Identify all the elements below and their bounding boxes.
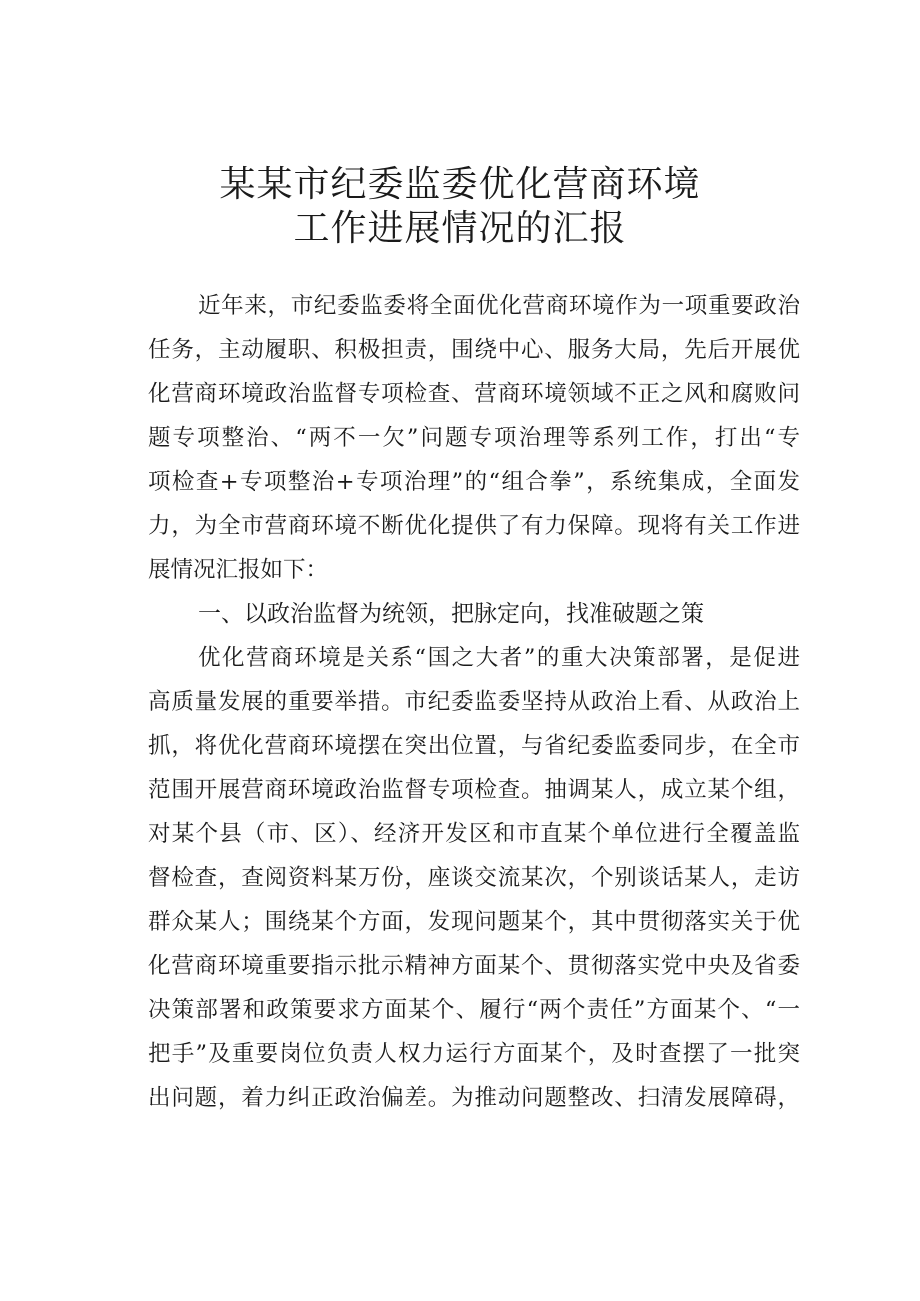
- paragraph-2-line: 出问题，着力纠正政治偏差。为推动问题整改、扫清发展障碍，: [148, 1085, 800, 1111]
- paragraph-1-line: 化营商环境政治监督专项检查、营商环境领域不正之风和腐败问: [148, 381, 800, 407]
- document-title-line-1: 某某市纪委监委优化营商环境: [219, 164, 701, 205]
- paragraph-2-line: 化营商环境重要指示批示精神方面某个、贯彻落实党中央及省委: [148, 953, 800, 979]
- paragraph-2-line: 督检查，查阅资料某万份，座谈交流某次，个别谈话某人，走访: [148, 865, 800, 891]
- paragraph-1-line: 近年来，市纪委监委将全面优化营商环境作为一项重要政治: [198, 293, 800, 319]
- document-title-line-2: 工作进展情况的汇报: [293, 208, 627, 249]
- paragraph-2-line: 对某个县（市、区）、经济开发区和市直某个单位进行全覆盖监: [148, 821, 800, 847]
- paragraph-1-line: 项检查+专项整治+专项治理”的“组合拳”，系统集成，全面发: [148, 469, 800, 495]
- paragraph-2-line: 优化营商环境是关系“国之大者”的重大决策部署，是促进: [198, 645, 800, 671]
- paragraph-2-line: 决策部署和政策要求方面某个、履行“两个责任”方面某个、“一: [148, 997, 800, 1023]
- section-heading-1: 一、以政治监督为统领，把脉定向，找准破题之策: [198, 601, 704, 627]
- paragraph-2-line: 把手”及重要岗位负责人权力运行方面某个，及时查摆了一批突: [148, 1041, 800, 1067]
- paragraph-2-line: 抓，将优化营商环境摆在突出位置，与省纪委监委同步，在全市: [148, 733, 800, 759]
- paragraph-1-line: 题专项整治、“两不一欠”问题专项治理等系列工作，打出“专: [148, 425, 800, 451]
- paragraph-1-line: 任务，主动履职、积极担责，围绕中心、服务大局，先后开展优: [148, 337, 800, 363]
- paragraph-1-line: 力，为全市营商环境不断优化提供了有力保障。现将有关工作进: [148, 513, 800, 539]
- paragraph-2-line: 高质量发展的重要举措。市纪委监委坚持从政治上看、从政治上: [148, 689, 800, 715]
- paragraph-2-line: 范围开展营商环境政治监督专项检查。抽调某人，成立某个组，: [148, 777, 800, 803]
- paragraph-2-line: 群众某人；围绕某个方面，发现问题某个，其中贯彻落实关于优: [148, 909, 800, 935]
- paragraph-1-line: 展情况汇报如下：: [148, 557, 329, 583]
